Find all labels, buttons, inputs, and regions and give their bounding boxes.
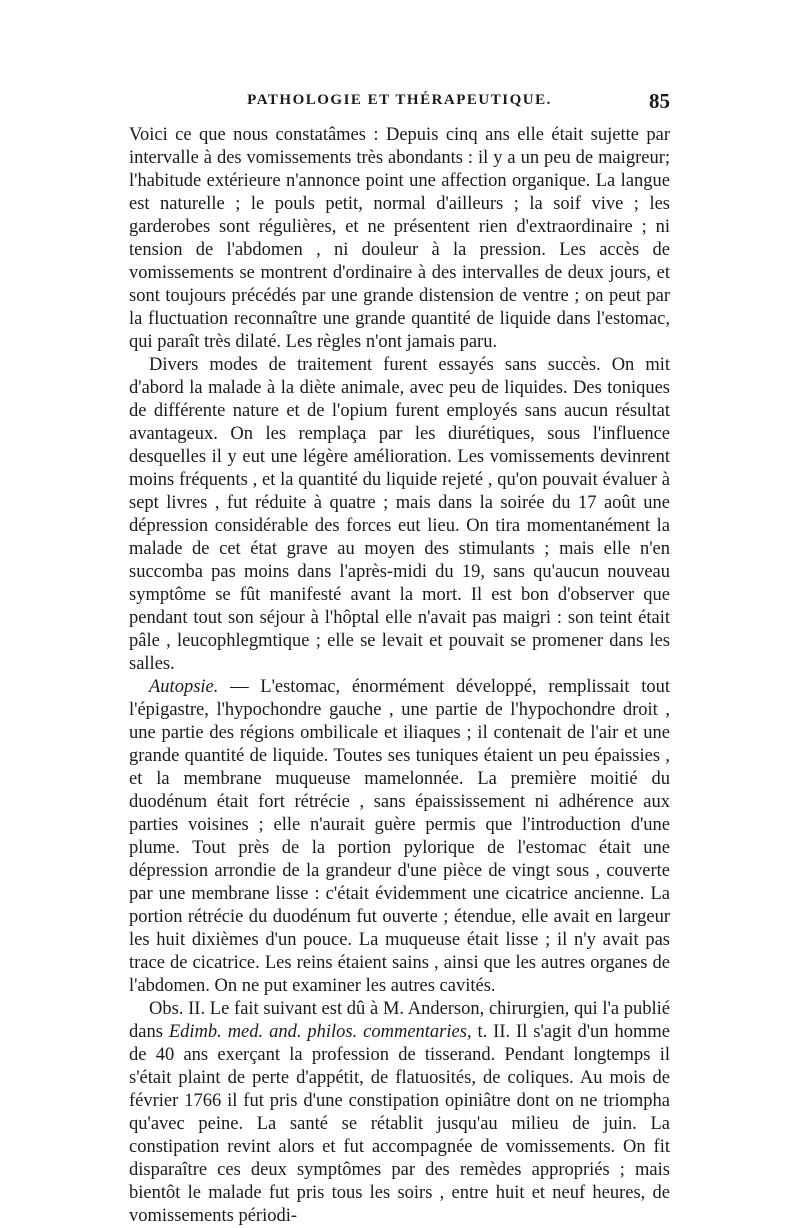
obs-2-text: t. II. Il s'agit d'un homme de 40 ans exerçant la profession de tisserand. Pendant longtemps il s'était plaint de perte d'appétit, de flatuosités, de coliques. Au mois de février 1766 il fut pris d'une constipation opiniâtre dont on ne triompha qu'avec peine. La santé se rétablit jusqu'au milieu de juin. La constipation revint alors et fut accompagnée de vomissements. On fit disparaître ces deux symptômes par des remèdes appropriés ; mais bientôt le malade fut pris tous les soirs , entre huit et neuf heures, de vomissements périodi-	[129, 1022, 670, 1226]
paragraph-observation-2	[129, 998, 670, 1228]
autopsy-text: — L'estomac, énormément développé, remplissait tout l'épigastre, l'hypochondre gauche , une partie de l'hypochondre droit , une partie des régions ombilicale et iliaques ; il contenait de l'air et une grande quantité de liquide. Toutes ses tuniques étaient un peu épaissies , et la membrane muqueuse mamelonnée. La première moitié du duodénum était fort rétrécie , sans épaississement ni adhérence aux parties voisines ; elle n'aurait guère permis que l'introduction d'une plume. Tout près de la portion pylorique de l'estomac était une dépression arrondie de la grandeur d'une pièce de vingt sous , couverte par une membrane lisse : c'était évidemment une cicatrice ancienne. La portion rétrécie du duodénum fut ouverte ; étendue, elle avait en largeur les huit dixièmes d'un pouce. La muqueuse était lisse ; il n'y avait pas trace de cicatrice. Les reins étaient sains , ainsi que les autres organes de l'abdomen. On ne put examiner les autres cavités.	[129, 677, 670, 996]
body-text	[129, 124, 670, 1228]
obs-2-lead: Obs. II. Le fait suivant est dû à M. Anderson, chirurgien, qui l'a publié dans	[129, 999, 670, 1042]
running-head: PATHOLOGIE ET THÉRAPEUTIQUE.	[247, 92, 552, 108]
paragraph-autopsy	[129, 676, 670, 998]
autopsy-heading: Autopsie.	[149, 677, 219, 697]
page-header	[129, 89, 670, 122]
page-number: 85	[649, 89, 670, 113]
journal-title: Edimb. med. and. philos. commentaries,	[168, 1022, 472, 1042]
paragraph-treatment: Divers modes de traitement furent essayés sans succès. On mit d'abord la malade à la diète animale, avec peu de liquides. Des toniques de différente nature et de l'opium furent employés sans aucun résultat avantageux. On les remplaça par les diurétiques, sous l'influence desquelles il y eut une légère amélioration. Les vomissements devinrent moins fréquents , et la quantité du liquide rejeté , qu'on pouvait évaluer à sept livres , fut réduite à quatre ; mais dans la soirée du 17 août une dépression considérable des forces eut lieu. On tira momentanément la malade de cet état grave au moyen des stimulants ; mais elle n'en succomba pas moins dans l'après-midi du 19, sans qu'aucun nouveau symptôme se fût manifesté avant la mort. Il est bon d'observer que pendant tout son séjour à l'hôptal elle n'avait pas maigri : son teint était pâle , leucophlegmtique ; elle se levait et pouvait se promener dans les salles.	[129, 355, 670, 674]
paragraph-observations: Voici ce que nous constatâmes : Depuis cinq ans elle était sujette par intervalle à des vomissements très abondants : il y a un peu de maigreur; l'habitude extérieure n'annonce point une affection organique. La langue est naturelle ; le pouls petit, normal d'ailleurs ; la soif vive ; les garderobes sont régulières, et ne présentent rien d'extraordinaire ; ni tension de l'abdomen , ni douleur à la pression. Les accès de vomissements se montrent d'ordinaire à des intervalles de deux jours, et sont toujours précédés par une grande distension de ventre ; on peut par la fluctuation reconnaître une grande quantité de liquide dans l'estomac, qui paraît très dilaté. Les règles n'ont jamais paru.	[129, 125, 670, 352]
